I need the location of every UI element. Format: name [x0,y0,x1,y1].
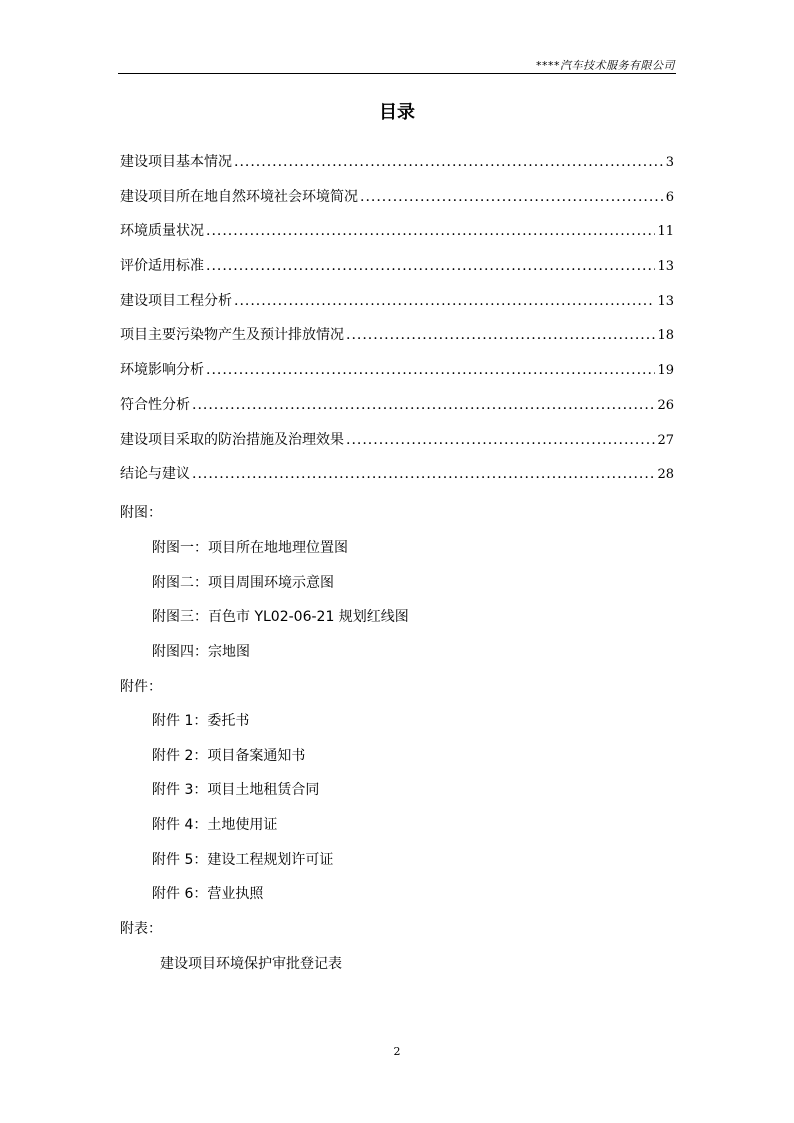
toc-entry-label: 建设项目所在地自然环境社会环境简况 [120,188,358,205]
toc-entry-page: 28 [657,467,674,483]
figure-item: 附图四：宗地图 [152,644,250,661]
attachment-item: 附件 1：委托书 [152,713,250,729]
figure-item: 附图二：项目周围环境示意图 [152,574,334,591]
toc-entry-label: 项目主要污染物产生及预计排放情况 [120,327,344,344]
toc-dot-leader [234,293,655,309]
toc-dot-leader [206,223,655,239]
attachment-item: 附件 2：项目备案通知书 [152,747,306,764]
toc-dot-leader [346,327,655,343]
toc-entry-label: 建设项目工程分析 [120,292,232,309]
tables-heading: 附表： [120,921,162,937]
toc-entry[interactable] [120,186,674,221]
figure-item: 附图一：项目所在地地理位置图 [152,540,348,556]
attachment-item: 附件 4：土地使用证 [152,817,278,834]
toc-dot-leader [192,466,655,482]
attachments-heading: 附件： [120,679,162,695]
toc-entry-page: 13 [657,259,674,275]
page-title: 目录 [379,102,415,123]
toc-entry-label: 符合性分析 [120,396,190,413]
figures-heading: 附图： [120,505,162,521]
attachment-item: 附件 3：项目土地租赁合同 [152,782,320,799]
toc-entry-page: 13 [657,293,674,309]
toc-entry-label: 环境质量状况 [120,223,204,240]
toc-dot-leader [346,432,655,448]
page-number: 2 [393,1045,401,1058]
toc-entry[interactable] [120,463,674,498]
toc-entry[interactable] [120,290,674,325]
toc-dot-leader [206,362,655,378]
toc-entry-page: 11 [657,224,674,240]
attachments-list [152,710,333,918]
table-of-contents [120,151,674,498]
table-item: 建设项目环境保护审批登记表 [160,956,342,972]
figure-item: 附图三：百色市 YL02-06-21 规划红线图 [152,609,409,626]
toc-entry[interactable] [120,255,674,290]
toc-entry[interactable] [120,324,674,359]
toc-entry-page: 27 [657,432,674,448]
toc-dot-leader [206,258,655,274]
toc-entry[interactable] [120,394,674,429]
attachment-item: 附件 6：营业执照 [152,886,264,903]
toc-entry[interactable] [120,220,674,255]
toc-entry-label: 建设项目基本情况 [120,154,232,170]
header-divider [118,73,676,74]
toc-entry[interactable] [120,429,674,464]
toc-entry-page: 19 [657,363,674,379]
toc-entry[interactable] [120,151,674,186]
toc-entry-label: 评价适用标准 [120,258,204,275]
toc-entry-page: 18 [657,328,674,344]
toc-entry[interactable] [120,359,674,394]
tables-list [160,953,342,988]
toc-entry-page: 6 [665,189,674,205]
toc-dot-leader [360,189,664,205]
toc-entry-label: 环境影响分析 [120,362,204,379]
toc-entry-page: 3 [665,155,674,170]
figures-list [152,537,409,676]
toc-entry-page: 26 [657,397,674,413]
attachment-item: 附件 5：建设工程规划许可证 [152,851,334,868]
toc-dot-leader [192,397,655,413]
toc-entry-label: 结论与建议 [120,466,190,483]
toc-dot-leader [234,154,664,170]
header-company-name: ****汽车技术服务有限公司 [536,59,675,72]
toc-entry-label: 建设项目采取的防治措施及治理效果 [120,431,344,448]
